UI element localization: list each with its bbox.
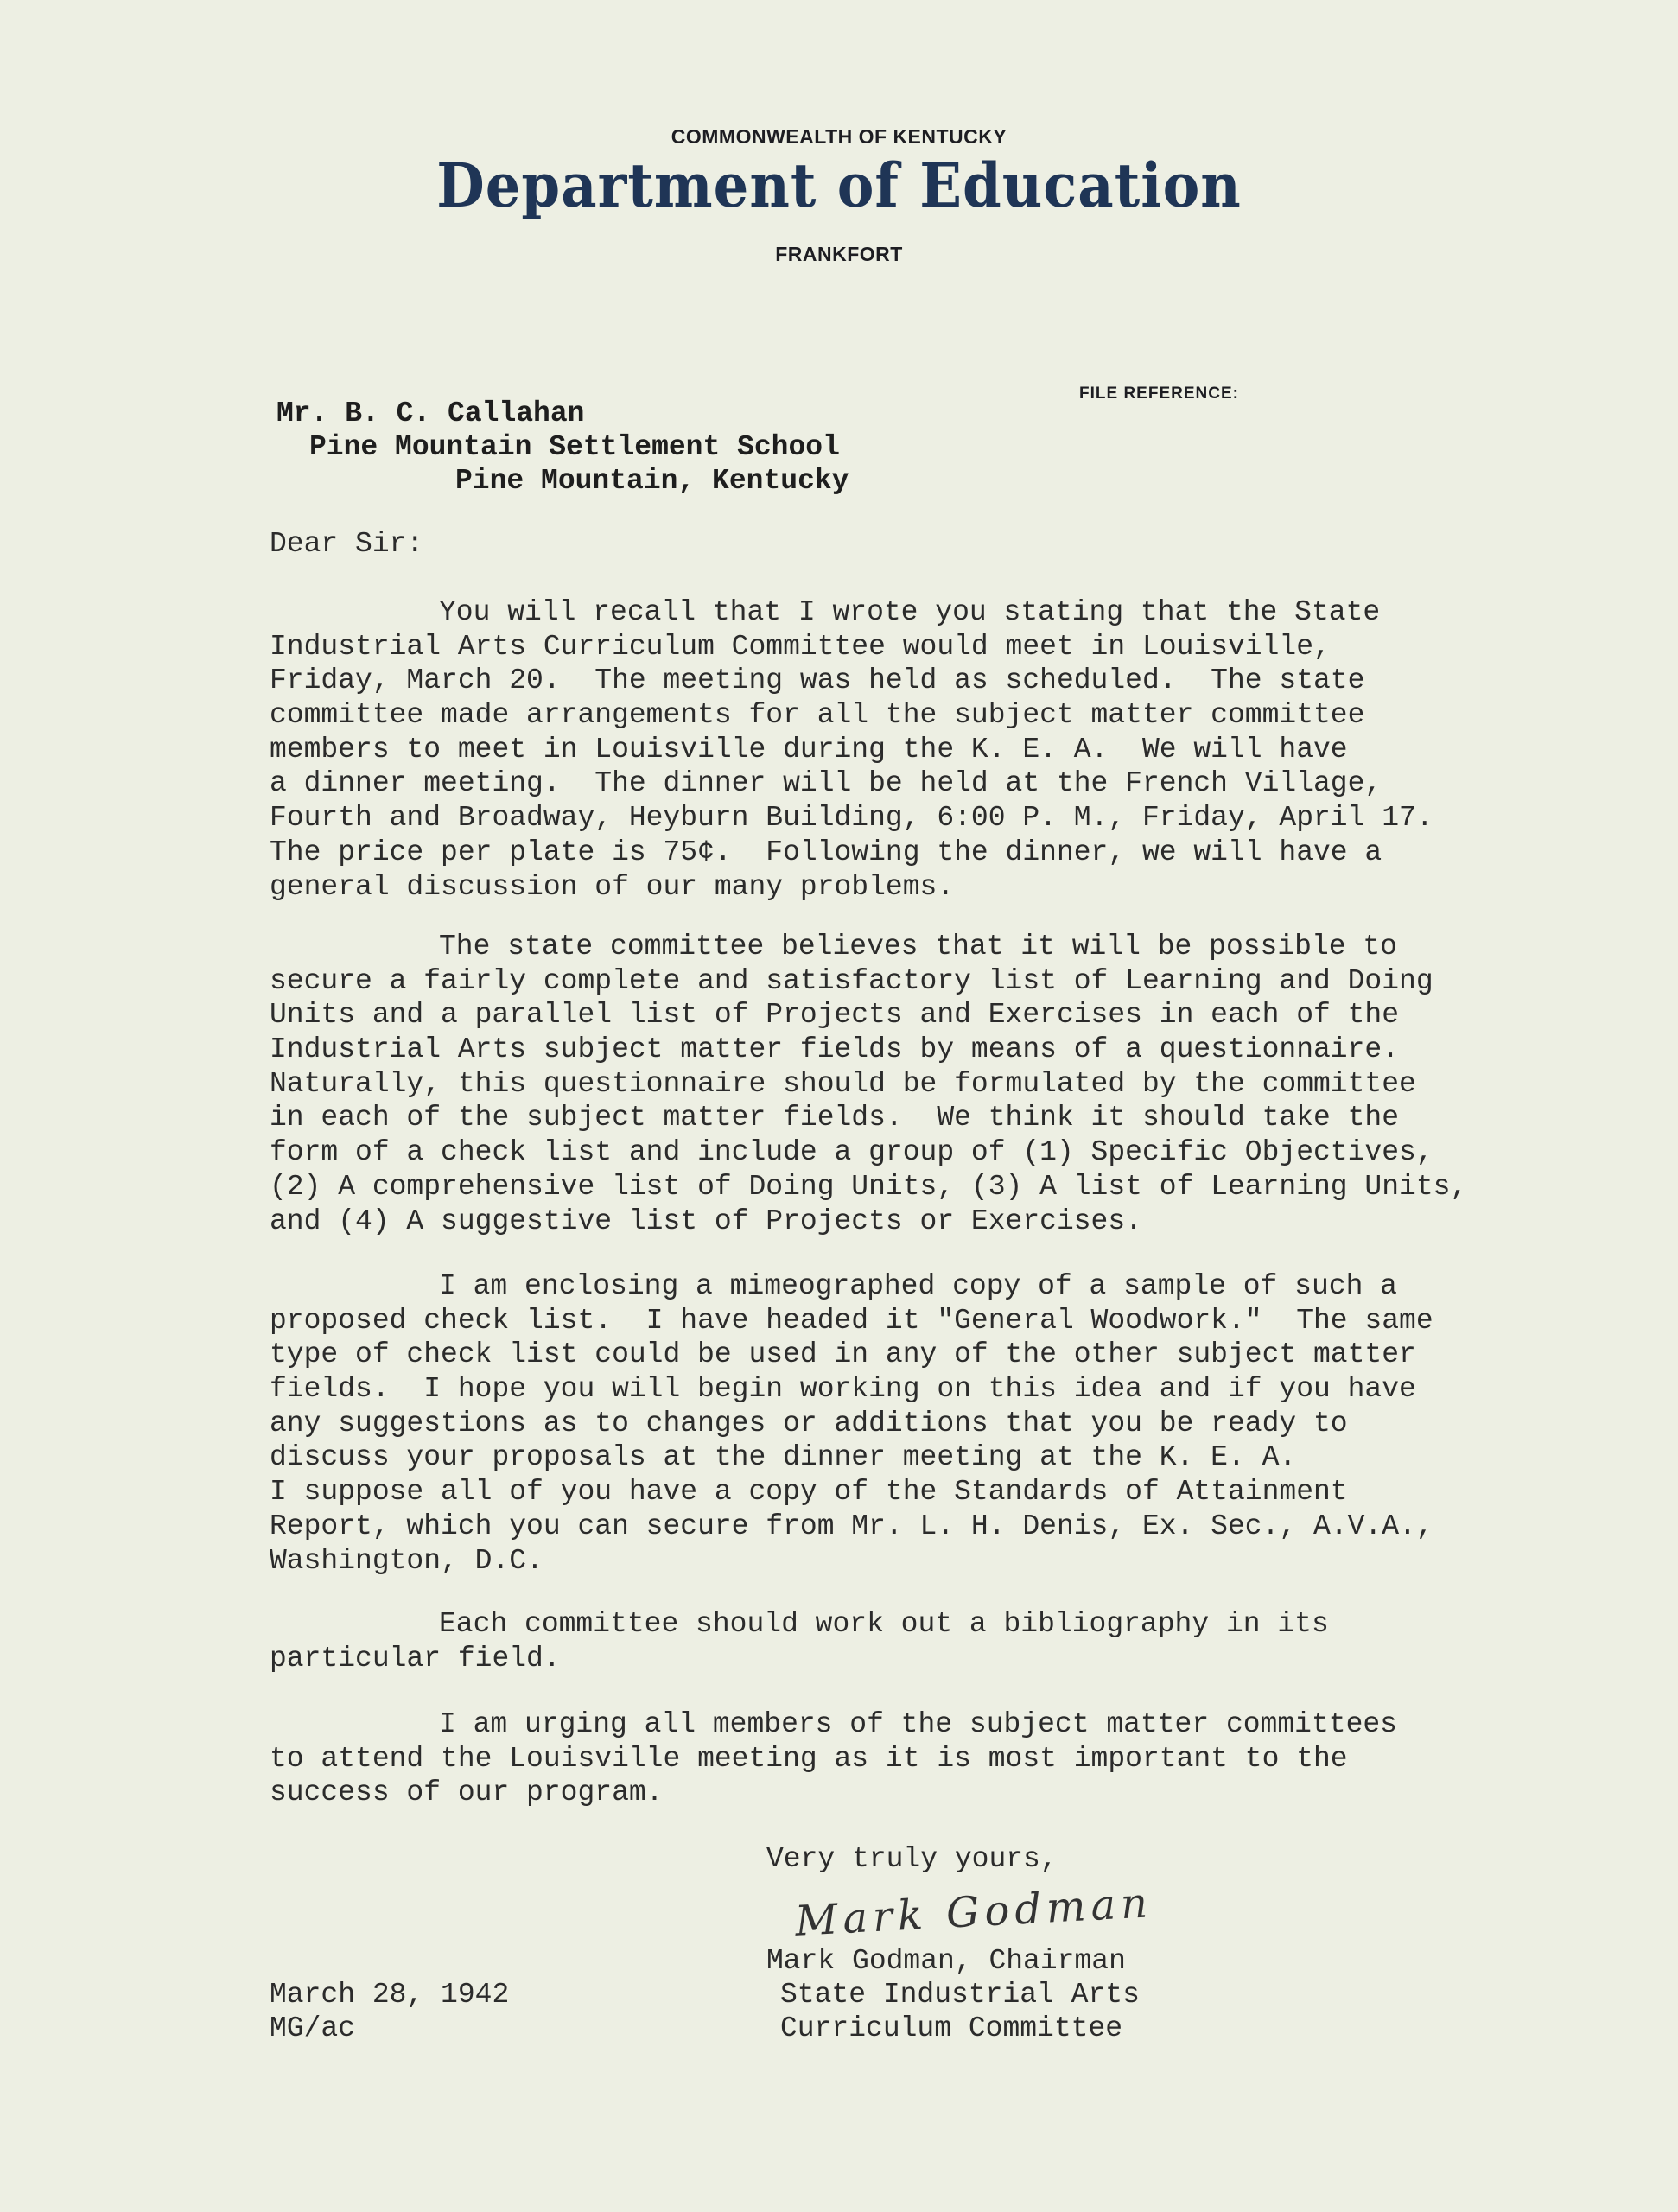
paragraph-line: (2) A comprehensive list of Doing Units, (3) A list of Learning Units, <box>270 1170 1468 1203</box>
paragraph-line: to attend the Louisville meeting as it is most important to the <box>270 1742 1348 1775</box>
paragraph-line: I am urging all members of the subject matter committees <box>439 1708 1397 1740</box>
paragraph-line: The state committee believes that it will be possible to <box>439 931 1397 963</box>
paragraph-line: Friday, March 20. The meeting was held as scheduled. The state <box>270 664 1365 697</box>
paragraph-line: secure a fairly complete and satisfactory list of Learning and Doing <box>270 964 1433 997</box>
paragraph-3 <box>270 1269 1433 1578</box>
signer-name-title: Mark Godman, Chairman <box>766 1945 1126 1977</box>
paragraph-line: fields. I hope you will begin working on this idea and if you have <box>270 1373 1416 1406</box>
paragraph-line: type of check list could be used in any of the other subject matter <box>270 1338 1416 1371</box>
paragraph-line: form of a check list and include a group of (1) Specific Objectives, <box>270 1136 1433 1169</box>
paragraph-5 <box>270 1707 1397 1810</box>
paragraph-2 <box>270 930 1467 1238</box>
reference-initials: MG/ac <box>270 2012 356 2044</box>
letter-date: March 28, 1942 <box>270 1979 510 2011</box>
recipient-name: Mr. B. C. Callahan <box>276 397 585 429</box>
paragraph-line: Units and a parallel list of Projects and Exercises in each of the <box>270 999 1400 1032</box>
paragraph-line: Each committee should work out a bibliography in its <box>439 1608 1329 1640</box>
letterhead-city: FRANKFORT <box>775 243 903 265</box>
signer-committee-line-2: Curriculum Committee <box>780 2012 1123 2044</box>
paragraph-line: I am enclosing a mimeographed copy of a sample of such a <box>439 1270 1397 1302</box>
paragraph-line: Fourth and Broadway, Heyburn Building, 6:00 P. M., Friday, April 17. <box>270 802 1433 835</box>
paragraph-line: You will recall that I wrote you stating that the State <box>439 596 1381 628</box>
paragraph-line: Industrial Arts Curriculum Committee would meet in Louisville, <box>270 630 1331 663</box>
valediction: Very truly yours, <box>766 1843 1058 1875</box>
paragraph-line: and (4) A suggestive list of Projects or Exercises. <box>270 1205 1142 1237</box>
paragraph-line: discuss your proposals at the dinner meeting at the K. E. A. <box>270 1441 1297 1474</box>
file-reference-label: FILE REFERENCE: <box>1079 385 1239 403</box>
paragraph-line: proposed check list. I have headed it "General Woodwork." The same <box>270 1304 1433 1337</box>
paragraph-line: in each of the subject matter fields. We think it should take the <box>270 1102 1400 1135</box>
paragraph-line: Washington, D.C. <box>270 1544 543 1577</box>
paragraph-line: general discussion of our many problems. <box>270 870 955 903</box>
paragraph-line: any suggestions as to changes or additions that you be ready to <box>270 1407 1348 1440</box>
paragraph-line: success of our program. <box>270 1777 664 1809</box>
signature: Mark Godman <box>793 1878 1154 1946</box>
paragraph-line: particular field. <box>270 1642 561 1675</box>
paragraph-line: I suppose all of you have a copy of the Standards of Attainment <box>270 1476 1348 1509</box>
paragraph-line: Report, which you can secure from Mr. L. H. Denis, Ex. Sec., A.V.A., <box>270 1510 1433 1542</box>
letterhead-state: COMMONWEALTH OF KENTUCKY <box>671 125 1007 148</box>
paragraph-4 <box>270 1607 1329 1675</box>
paragraph-line: Naturally, this questionnaire should be formulated by the committee <box>270 1067 1416 1100</box>
signer-committee-line-1: State Industrial Arts <box>780 1979 1140 2011</box>
recipient-location: Pine Mountain, Kentucky <box>455 465 849 497</box>
paragraph-line: Industrial Arts subject matter fields by means of a questionnaire. <box>270 1033 1400 1066</box>
letterhead-department: Department of Education <box>436 150 1242 222</box>
paragraph-line: The price per plate is 75¢. Following the dinner, we will have a <box>270 836 1382 868</box>
paragraph-line: a dinner meeting. The dinner will be held at the French Village, <box>270 767 1382 800</box>
salutation: Dear Sir: <box>270 528 424 560</box>
recipient-organization: Pine Mountain Settlement School <box>309 431 840 463</box>
paragraph-line: committee made arrangements for all the subject matter committee <box>270 699 1365 732</box>
paragraph-line: members to meet in Louisville during the K. E. A. We will have <box>270 733 1348 766</box>
paragraph-1 <box>270 595 1433 904</box>
